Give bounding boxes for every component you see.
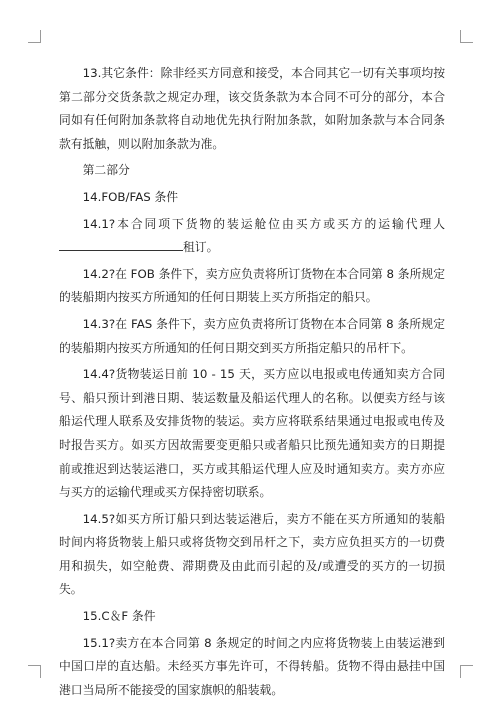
clause-13: 13.其它条件：除非经买方同意和接受，本合同其它一切有关事项均按第二部分交货条款之规定办理，该交货条款为本合同不可分的部分，本合同如有任何附加条款将自动地优先执行附加条款，如附加条款与本合同条款有抵触，则以附加条款为准。 <box>59 66 445 151</box>
clause-14-1-suffix: 租订。 <box>183 240 219 255</box>
fill-in-blank <box>59 238 151 251</box>
clause-14-heading: 14.FOB/FAS 条件 <box>82 189 179 204</box>
corner-mark-top-left <box>28 30 41 43</box>
clause-15-heading: 15.C＆F 条件 <box>82 609 156 624</box>
document-body <box>59 62 445 702</box>
clause-14-5: 14.5?如买方所订船只到达装运港后，卖方不能在买方所通知的装船时间内将货物装上船只或将货物交到吊杆之下，卖方应负担买方的一切费用和损失，如空舱费、滞期费及由此而引起的及/或遭受的买方的一切损失。 <box>59 511 445 597</box>
corner-mark-top-right <box>460 30 473 43</box>
clause-14-1 <box>59 213 445 260</box>
clause-15-1: 15.1?卖方在本合同第 8 条规定的时间之内应将货物装上由装运港到中国口岸的直达船。未经买方事先许可，不得转船。货物不得由悬挂中国港口当局所不能接受的国家旗帜的船装载。 <box>59 635 445 697</box>
clause-14-4: 14.4?货物装运日前 10 - 15 天，买方应以电报或电传通知卖方合同号、船只预计到港日期、装运数量及船运代理人的名称。以便卖方经与该船运代理人联系及安排货物的装运。卖方应将联系结果通过电报或电传及时报告买方。如买方因故需要变更船只或者船只比预先通知卖方的日期提前或推迟到达装运港口，买方或其船运代理人应及时通知卖方。卖方亦应与买方的运输代理或买方保持密切联系。 <box>59 367 445 500</box>
corner-mark-bottom-left <box>28 665 41 678</box>
clause-14-1-text: 14.1?本合同项下货物的装运舱位由买方或买方的运输代理人 <box>82 216 445 231</box>
part-two-heading: 第二部分 <box>82 163 130 178</box>
corner-mark-bottom-right <box>460 665 473 678</box>
clause-14-2: 14.2?在 FOB 条件下，卖方应负责将所订货物在本合同第 8 条所规定的装船期内按买方所通知的任何日期装上买方所指定的船只。 <box>59 266 445 305</box>
fill-in-blank-continued <box>151 238 183 251</box>
clause-14-3: 14.3?在 FAS 条件下，卖方应负责将所订货物在本合同第 8 条所规定的装船期内按买方所通知的任何日期交到买方所指定船只的吊杆下。 <box>59 316 445 355</box>
